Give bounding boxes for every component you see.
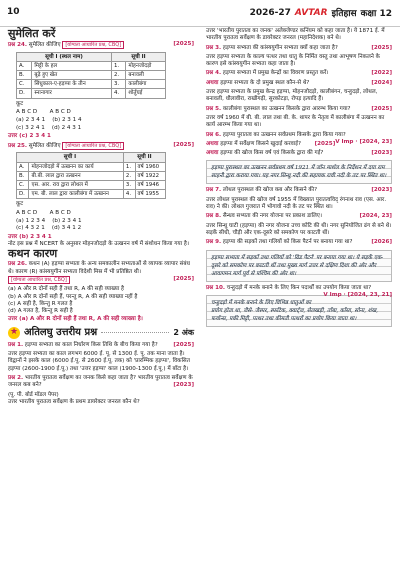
question-year: [2025] bbox=[173, 142, 194, 149]
question-year: V Imp · [2024, 23, 21] bbox=[323, 291, 392, 298]
table-cell: शोर्तुघई bbox=[126, 89, 166, 98]
answer-25: उत्तर (b) 2 3 4 1 bbox=[8, 233, 52, 240]
page-header bbox=[0, 0, 400, 27]
class-label: कक्षा 12 bbox=[360, 9, 392, 19]
question-26 bbox=[8, 261, 194, 284]
question-year: [2025] bbox=[173, 41, 194, 48]
answer-3: उत्तर हड़प्पा सभ्यता के काल्य पत्थर तथा धातु के निर्मित वस्तु तथा आभूषण निकलने के कारण इसे कांस्ययुगीन सभ्यता कहा जाता है। bbox=[206, 53, 380, 68]
codes-header: A B C D A B C D bbox=[16, 108, 71, 115]
list-header: सूची I (स्थल नाम) bbox=[17, 52, 112, 61]
question-year: [2025] bbox=[173, 276, 194, 283]
handwritten-answer-6: हड़प्पा पुरास्थल का उत्खनन सर्वप्रथम वर्ष 1921 में जॉन मार्शल के निर्देशन में दया राम साहनी द्वारा कराया गया। यह नगर सिन्धु नदी की सहायक रावी नदी के तट पर स्थित था। bbox=[206, 160, 392, 184]
table-cell: 2. bbox=[112, 71, 126, 80]
question-10 bbox=[206, 284, 392, 298]
page-number: 10 bbox=[7, 7, 20, 17]
question-year: [2024] bbox=[371, 79, 392, 86]
question-tag: [योग्यता आधारित प्रश्न, CBQ] bbox=[62, 142, 124, 150]
table-cell: B. bbox=[17, 71, 32, 80]
question-text: हड़प्पा की खोज किस वर्ष एवं किसके द्वारा की गई? bbox=[220, 150, 324, 157]
question-number: प्रश्न 25. bbox=[8, 143, 27, 150]
question-24 bbox=[8, 41, 194, 49]
session-year: 2026-27 bbox=[249, 7, 291, 18]
right-column bbox=[206, 28, 392, 330]
table-cell: C. bbox=[17, 80, 32, 89]
note-25: नोट इस प्रश्न में NCERT के अनुसार मोहनजोदड़ो के उत्खनन वर्ष में संशोधन किया गया है। bbox=[8, 240, 189, 247]
question-text: हड़प्पा सभ्यता की कांस्ययुगीन सभ्यता क्यों कहा जाता है? bbox=[222, 44, 338, 51]
table-cell: बूढ़े हुए खेत bbox=[32, 71, 112, 80]
table-cell: मोहनजोदड़ो bbox=[126, 61, 166, 70]
question-number: प्रश्न 10. bbox=[206, 284, 225, 291]
header-right bbox=[250, 6, 392, 19]
table-cell: D. bbox=[17, 190, 29, 199]
handwritten-answer-9: हड़प्पा सभ्यता में सड़कों तथा गलियों को 'ग्रिड पैटर्न' पर बनाया गया था। ये सड़कें एक-दूसरे को समकोण पर काटती थीं तथा मुख्य मार्ग उत्तर से दक्षिण दिशा की ओर और आवागमन मार्ग पूर्व से पश्चिम की ओर था। bbox=[206, 250, 392, 282]
codes-header: A B C D A B C D bbox=[16, 209, 71, 216]
question-text: हड़प्पा में सर्वेक्षण किसने खुदाई करवाई? bbox=[220, 140, 301, 147]
table-cell: एम. बी. लाल द्वारा कालीबंगा में उत्खनन bbox=[29, 190, 123, 199]
option-b: (b) A और R दोनों सही हैं, परन्तु R, A की सही व्याख्या नहीं है bbox=[8, 293, 138, 300]
question-year: V Imp · [2024, 23] bbox=[335, 138, 392, 145]
question-text: सैन्धव सभ्यता की नगर योजना पर प्रकाश डालिए। bbox=[222, 213, 322, 220]
question-text: हड़प्पा सभ्यता के दो प्रमुख स्थल कौन-से थे? bbox=[220, 79, 310, 86]
question-3 bbox=[206, 45, 392, 52]
dotted-divider bbox=[101, 332, 169, 333]
question-text: सुमेलित कीजिए bbox=[28, 143, 61, 150]
table-cell: कालीबंगा bbox=[126, 80, 166, 89]
table-cell: बी.बी. लाल द्वारा उत्खनन bbox=[29, 171, 123, 180]
question-number: प्रश्न 8. bbox=[206, 213, 222, 220]
star-icon: ★ bbox=[9, 327, 19, 338]
brand-logo: AVTAR bbox=[294, 7, 328, 18]
question-6-alt2 bbox=[206, 150, 392, 157]
list-header: सूची II bbox=[112, 52, 166, 61]
question-text: कालीबंगा पुरास्थल का उत्खनन किसके द्वारा आरम्भ किया गया? bbox=[222, 105, 351, 112]
options-24: (a) 2 3 4 1 (b) 2 3 1 4 (c) 3 2 4 1 (d) 2 4 3 1 bbox=[16, 117, 82, 131]
option-d: (d) A गलत है, किन्तु R सही है bbox=[8, 308, 73, 315]
answer-8: उत्तर सिन्धु घाटी (हड़प्पा) की नगर योजना उच्च कोटि की थी। नगर सुनियोजित ढंग से बने थे। सड़कें सीधी, चौड़ी और एक-दूसरे को समकोण पर काटती थीं। bbox=[206, 222, 392, 236]
question-text: सुमेलित कीजिए bbox=[28, 42, 61, 49]
question-5 bbox=[206, 106, 392, 113]
question-number: प्रश्न 6. bbox=[206, 131, 222, 138]
table-cell: 1. bbox=[112, 61, 126, 70]
option-c: (c) A सही है, किन्तु R गलत है bbox=[8, 300, 73, 307]
list-header: सूची II bbox=[123, 153, 165, 162]
table-cell: मोहनजोदड़ो में उत्खनन का कार्य bbox=[29, 162, 123, 171]
section-title-short: अतिलघु उत्तरीय प्रश्न bbox=[24, 327, 98, 339]
reason-text: कारण (R) कांस्ययुगीन सभ्यता विदेशी मिस्र में भी प्रतिष्ठित थी। bbox=[15, 268, 141, 275]
question-number: प्रश्न 4. bbox=[206, 70, 222, 77]
answer-26: उत्तर (a) A और R दोनों सही हैं तथा R, A की सही व्याख्या है। bbox=[8, 315, 143, 322]
table-cell: 1. bbox=[123, 162, 135, 171]
question-number: प्रश्न 1. bbox=[8, 341, 24, 348]
subject-title: इतिहास bbox=[331, 9, 357, 19]
code-label: कूट bbox=[16, 201, 24, 208]
question-7 bbox=[206, 187, 392, 194]
question-text: हड़प्पा की सड़कों तथा गलियों को किस पैटर्न पर बनाया गया था? bbox=[222, 239, 353, 246]
answer-2: उत्तर भारतीय पुरातत्व सर्वेक्षण के प्रथम डायरेक्टर जनरल कौन थे? bbox=[8, 398, 140, 405]
question-number: प्रश्न 3. bbox=[206, 44, 222, 51]
table-cell: 3. bbox=[123, 181, 135, 190]
question-year: [2025] bbox=[173, 341, 194, 348]
option-a: (a) A और R दोनों सही हैं तथा R, A की सही व्याख्या है bbox=[8, 286, 124, 293]
question-year: [2025] bbox=[371, 105, 392, 112]
answer-24: उत्तर (c) 2 3 4 1 bbox=[8, 132, 51, 139]
options-25: (a) 1 2 3 4 (b) 2 3 4 1 (c) 4 3 2 1 (d) 3 4 1 2 bbox=[16, 218, 82, 232]
answer-7: उत्तर लोथल पुरास्थल की खोज वर्ष 1955 में विख्यात पुरातत्वविद् रंगनाथ राव (एस. आर. राव) ने की। लोथल गुजरात में भोगावो नदी के तट पर स्थित था। bbox=[206, 196, 387, 211]
question-year: [2023] bbox=[173, 382, 194, 389]
question-year: [2025] bbox=[314, 140, 336, 147]
section-title-match: सुमेलित करें bbox=[8, 27, 56, 40]
handwritten-answer-10: चन्हुदड़ो में मनके बनाने के लिए विभिन्न धातुओं का प्रयोग होता था, जैसे- जैस्पर, स्फटिक, क्वार्ट्ज, सेलखड़ी, ताँबा, काँसा, सोना, शंख, फयॉन्स, पकी मिट्टी, पत्थर तथा कीमती पत्थरों का प्रयोग किया जाता था। bbox=[206, 295, 392, 327]
question-number: प्रश्न 9. bbox=[206, 239, 222, 246]
question-year: [2026] bbox=[371, 239, 392, 246]
match-table-25 bbox=[16, 152, 166, 199]
table-cell: एस. आर. राव द्वारा लोथल में bbox=[29, 181, 123, 190]
assertion-text: कथन (A) हड़प्पा सभ्यता के अन्य समकालीन सभ्यताओं से व्यापक व्यापार संबंध थे। bbox=[8, 261, 190, 275]
section-title-assertion: कथन कारण bbox=[8, 247, 58, 261]
table-cell: 3. bbox=[112, 80, 126, 89]
table-cell: A. bbox=[17, 162, 29, 171]
answer-4: उत्तर हड़प्पा सभ्यता के प्रमुख केन्द्र हड़प्पा, मोहनजोदड़ो, कालीबंगन, चन्हुदड़ो, लोथल, बनावली, धौलावीरा, राखीगढ़ी, सुरकोटड़ा, रोपड़ इत्यादि हैं। bbox=[206, 89, 378, 103]
question-4-alt bbox=[206, 80, 392, 87]
question-8 bbox=[206, 213, 392, 220]
table-cell: B. bbox=[17, 171, 29, 180]
question-text: हड़प्पा पुरातत्व का उत्खनन सर्वप्रथम किसके द्वारा किया गया? bbox=[222, 131, 346, 138]
question-text: हड़प्पा सभ्यता का काल निर्धारण किस तिथि के बीच किया गया है? bbox=[24, 341, 158, 348]
table-cell: वर्ष 1955 bbox=[135, 190, 165, 199]
section-bar bbox=[8, 327, 194, 339]
table-cell: स्नानागार bbox=[32, 89, 112, 98]
list-header: सूची I bbox=[17, 153, 124, 162]
question-text: चन्हुदड़ो में मनके बनाने के लिए किन पदार्थों का उपयोग किया जाता था? bbox=[226, 284, 372, 291]
question-year: [2023] bbox=[371, 187, 392, 194]
answer-1: उत्तर हड़प्पा सभ्यता का काल लगभग 6000 ई. पू. से 1300 ई. पू. तक माना जाता है। विद्वानों ने इसके काल (6000 ई.पू. से 2600 ई.पू. तक) को 'प्रारम्भिक हड़प्पा', विकसित हड़प्पा (2600-1900 ई.पू.) तथा 'उत्तर हड़प्पा' काल (1900-1300 ई.पू.) में बाँटा है। bbox=[8, 351, 190, 372]
question-number: अथवा bbox=[206, 150, 219, 157]
question-text: भारतीय पुरातत्व सर्वेक्षण का जनक किसे कहा जाता है? भारतीय पुरातत्व सर्वेक्षण के जनरल कब बने? bbox=[8, 375, 193, 389]
question-year: [2023] bbox=[371, 150, 392, 157]
question-1 bbox=[8, 342, 194, 349]
table-cell: 4. bbox=[112, 89, 126, 98]
question-year: [2024, 23] bbox=[359, 213, 392, 220]
table-cell: 2. bbox=[123, 171, 135, 180]
question-tag: [योग्यता आधारित प्रश्न, CBQ] bbox=[8, 276, 70, 284]
question-note: (पू. पी. बोर्ड मॉडल पेपर) bbox=[8, 391, 59, 398]
table-cell: मिट्टी के हल bbox=[32, 61, 112, 70]
answer-5: उत्तर वर्ष 1960 में बी. बी. लाल तथा बी. के. थापर के नेतृत्व में कालीबंगा में उत्खनन का कार्य आरम्भ किया गया था। bbox=[206, 114, 385, 129]
table-cell: A. bbox=[17, 61, 32, 70]
question-number: अथवा bbox=[206, 140, 219, 147]
question-number: प्रश्न 7. bbox=[206, 187, 222, 194]
table-cell: बनावली bbox=[126, 71, 166, 80]
table-cell: सिंधुकाल-ए-हड़प्पा के तीन bbox=[32, 80, 112, 89]
question-number: प्रश्न 24. bbox=[8, 42, 27, 49]
question-text: लोथल पुरास्थल की खोज कब और किसने की? bbox=[222, 187, 318, 194]
question-year: [2022] bbox=[371, 70, 392, 77]
question-text: हड़प्पा सभ्यता में प्रमुख केन्द्रों का विवरण प्रस्तुत करें। bbox=[222, 70, 329, 77]
question-4 bbox=[206, 70, 392, 77]
table-cell: वर्ष 1960 bbox=[135, 162, 165, 171]
table-cell: वर्ष 1946 bbox=[135, 181, 165, 190]
table-cell: D. bbox=[17, 89, 32, 98]
question-number: प्रश्न 2. bbox=[8, 375, 24, 382]
question-number: अथवा bbox=[206, 79, 219, 86]
question-2 bbox=[8, 375, 194, 390]
question-number: प्रश्न 26. bbox=[8, 261, 27, 268]
answer-r1: उत्तर 'भारतीय पुरातत्व का जनक' अलेक्जेण्डर कनिंघम को कहा जाता है। ये 1871 ई. में भारतीय पुरातत्व सर्वेक्षण के डायरेक्टर जनरल (महानिदेशक) बने थे। bbox=[206, 28, 385, 42]
question-year: [2025] bbox=[371, 44, 392, 51]
left-column bbox=[8, 28, 194, 406]
section-marks: 2 अंक bbox=[173, 328, 194, 338]
table-cell: वर्ष 1922 bbox=[135, 171, 165, 180]
question-9 bbox=[206, 239, 392, 246]
table-cell: 4. bbox=[123, 190, 135, 199]
question-tag: [योग्यता आधारित प्रश्न, CBQ] bbox=[62, 41, 124, 49]
question-25 bbox=[8, 142, 194, 150]
table-cell: C. bbox=[17, 181, 29, 190]
question-number: प्रश्न 5. bbox=[206, 105, 222, 112]
match-table-24 bbox=[16, 52, 166, 99]
code-label: कूट bbox=[16, 100, 24, 107]
